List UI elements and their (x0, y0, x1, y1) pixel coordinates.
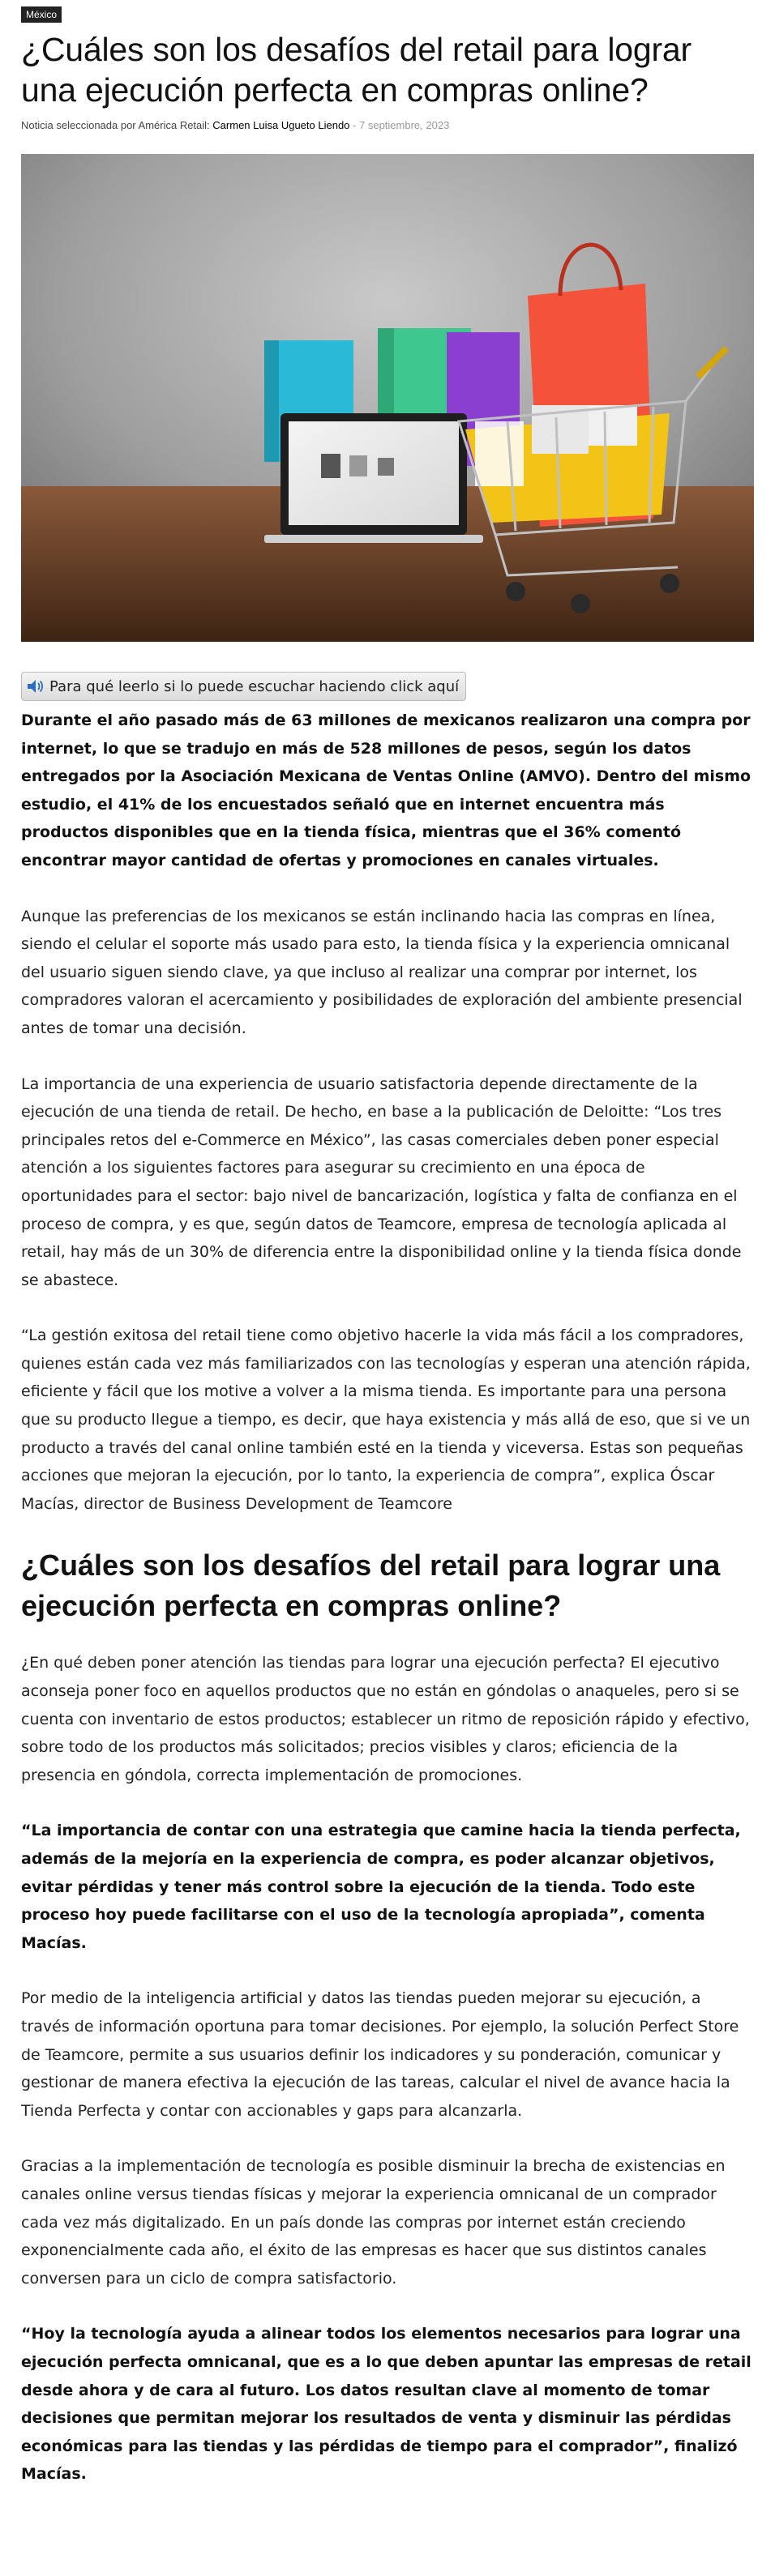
section-heading: ¿Cuáles son los desafíos del retail para lograr una ejecución perfecta en compras online? (21, 1549, 721, 1623)
category-badge[interactable]: México (21, 6, 62, 23)
page-title: ¿Cuáles son los desafíos del retail para lograr una ejecución perfecta en compras online? (21, 31, 692, 109)
author-link[interactable]: Carmen Luisa Ugueto Liendo (212, 119, 350, 131)
listen-audio-button[interactable] (21, 672, 466, 701)
article-meta (21, 119, 449, 131)
lead-paragraph: Durante el año pasado más de 63 millones de mexicanos realizaron una compra por internet, lo que se tradujo en más de 528 millones de pesos, según los datos entregados por la Asociación Mexicana de Ventas Online (AMVO). Dentro del mismo estudio, el 41% de los encuestados señaló que en internet encuentra más productos disponibles que en la tienda física, mientras que el 36% comentó encontrar mayor cantidad de ofertas y promociones en canales virtuales. (21, 711, 751, 869)
body-paragraph: ¿En qué deben poner atención las tiendas para lograr una ejecución perfecta? El ejecutivo aconseja poner foco en aquellos productos que no están en góndolas o anaqueles, pero si se cuenta con inventario de estos productos; establecer un ritmo de reposición rápido y efectivo, sobre todo de los productos más solicitados; precios visibles y claros; eficiencia de la presencia en góndola, correcta implementación de promociones. (21, 1654, 750, 1784)
quote-paragraph: “La importancia de contar con una estrategia que camine hacia la tienda perfecta, además de la mejoría en la experiencia de compra, es poder alcanzar objetivos, evitar pérdidas y tener más control sobre la ejecución de la tienda. Todo este proceso hoy puede facilitarse con el uso de la tecnología apropiada”, comenta Macías. (21, 1822, 741, 1952)
body-paragraph: Aunque las preferencias de los mexicanos se están inclinando hacia las compras en línea, siendo el celular el soporte más usado para esto, la tienda física y la experiencia omnicanal del usuario siguen siendo clave, ya que incluso al realizar una comprar por internet, los compradores valoran el acercamiento y posibilidades de exploración del ambiente presencial antes de tomar una decisión. (21, 907, 743, 1037)
body-paragraph: Por medio de la inteligencia artificial y datos las tiendas pueden mejorar su ejecución, a través de información oportuna para tomar decisiones. Por ejemplo, la solución Perfect Store de Teamcore, permite a sus usuarios definir los indicadores y su ponderación, comunicar y gestionar de manera efectiva la ejecución de las tareas, calcular el nivel de avance hacia la Tienda Perfecta y contar con accionables y gaps para alcanzarla. (21, 1989, 739, 2120)
article-body (21, 707, 754, 2516)
publish-date: 7 septiembre, 2023 (359, 119, 450, 131)
listen-button-label: Para qué leerlo si lo puede escuchar haciendo click aquí (49, 677, 460, 695)
meta-separator: - (353, 119, 357, 131)
quote-paragraph: “Hoy la tecnología ayuda a alinear todos los elementos necesarios para lograr una ejecución perfecta omnicanal, que es a lo que deben apuntar las empresas de retail desde ahora y de cara al futuro. Los datos resultan clave al momento de tomar decisiones que permitan mejorar los resultados de venta y disminuir las pérdidas económicas para las tiendas y las pérdidas de tiempo para el comprador”, finalizó Macías. (21, 2325, 751, 2484)
meta-prefix: Noticia seleccionada por América Retail: (21, 119, 210, 131)
laptop-illustration (264, 413, 483, 543)
body-paragraph: La importancia de una experiencia de usuario satisfactoria depende directamente de la ejecución de una tienda de retail. De hecho, en base a la publicación de Deloitte: “Los tres principales retos del e-Commerce en México”, las casas comerciales deben poner especial atención a los siguientes factores para asegurar su crecimiento en una época de oportunidades para el sector: bajo nivel de bancarización, logística y falta de confianza en el proceso de compra, y es que, según datos de Teamcore, empresa de tecnología aplicada al retail, hay más de un 30% de diferencia entre la disponibilidad online y la tienda física donde se abastece. (21, 1074, 742, 1289)
body-paragraph: Gracias a la implementación de tecnología es posible disminuir la brecha de existencias en canales online versus tiendas físicas y mejorar la experiencia omnicanal de un comprador cada vez más digitalizado. En un país donde las compras por internet están creciendo exponencialmente cada año, el éxito de las empresas es hacer que sus distintos canales conversen para un ciclo de compra satisfactorio. (21, 2157, 726, 2288)
hero-image (21, 154, 754, 642)
speaker-icon (27, 679, 43, 694)
body-paragraph: “La gestión exitosa del retail tiene como objetivo hacerle la vida más fácil a los compradores, quienes están cada vez más familiarizados con las tecnologías y esperan una atención rápida, eficiente y fácil que los motive a volver a la misma tienda. Es importante para una persona que su producto llegue a tiempo, es decir, que haya existencia y más allá de eso, que si ve un producto a través del canal online también esté en la tienda y viceversa. Estas son pequeñas acciones que mejoran la ejecución, por lo tanto, la experiencia de compra”, explica Óscar Macías, director de Business Development de Teamcore (21, 1326, 751, 1513)
